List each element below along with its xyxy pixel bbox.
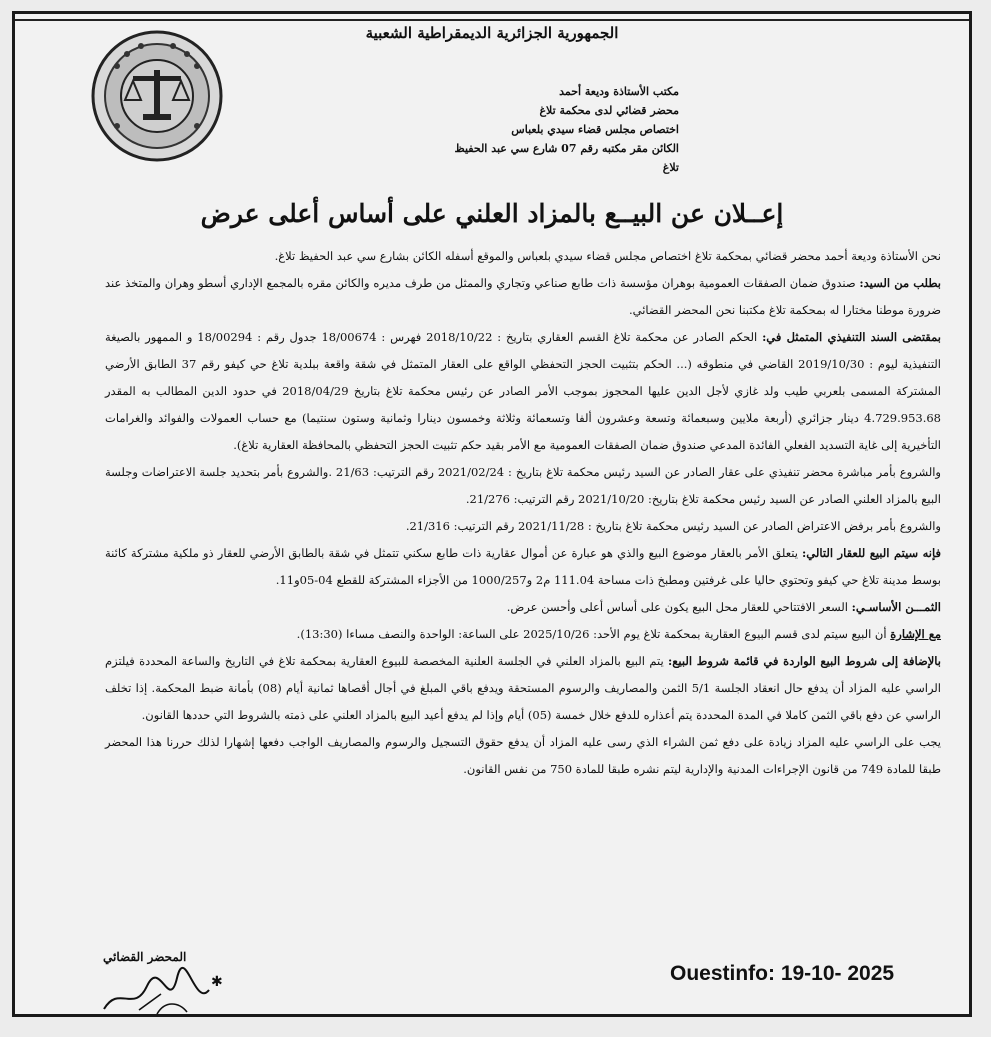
signature-label: المحضر القضائي [103,950,187,964]
paragraph-orders: والشروع بأمر مباشرة محضر تنفيذي على عقار الصادر عن السيد رئيس محكمة تلاغ بتاريخ : 2021/02/24 رقم الترتيب: 21/63 .والشروع بأمر بتحديد جلسة الاعتراضات وجلسة البيع بالمزاد العلني الصادر عن السيد رئيس محكمة تلاغ بتاريخ: 2021/10/20 رقم الترتيب: 21/276. [105,465,941,506]
republic-heading: الجمهورية الجزائرية الديمقراطية الشعبية [365,24,619,42]
paragraph-fees: يجب على الراسي عليه المزاد زيادة على دفع ثمن الشراء الذي رسى عليه المزاد أن يدفع حقوق التسجيل والرسوم والمصاريف الواجب دفعها إشهارا لذلك حررنا هذا المحضر طبقا للمادة 749 من قانون الإجراءات المدنية والإدارية ليتم نشره طبقا للمادة 750 من نفس القانون. [105,735,941,776]
paragraph-sale-date: مع الإشارة أن البيع سيتم لدى قسم البيوع العقارية بمحكمة تلاغ يوم الأحد: 2025/10/26 على الساعة: الواحدة والنصف مساءا (13:30). [296,627,941,641]
office-details [439,82,679,177]
paragraph-conditions: بالإضافة إلى شروط البيع الواردة في قائمة شروط البيع: يتم البيع بالمزاد العلني في الجلسة العلنية المخصصة للبيوع العقارية بمحكمة تلاغ في التاريخ والساعة المحددة فيلتزم الراسي عليه المزاد أن يدفع حال انعقاد الجلسة 5/1 الثمن والمصاريف والرسوم المستحقة ويدفع باقي المبلغ في أجال أقصاها ثمانية أيام (08) بأمانة ضبط المحكمة. إذا تخلف الراسي عن دفع باقي الثمن كاملا في المدة المحددة يتم أعذاره للدفع خلال خمسة (05) أيام وإذا لم يدفع أعيد البيع بالمزاد العلني على ذمته بالشروط التي حددها القانون. [105,654,941,722]
notice-title: إعــلان عن البيــع بالمزاد العلني على أساس أعلى عرض [200,199,784,228]
paragraph-requester: بطلب من السيد: صندوق ضمان الصفقات العمومية بوهران مؤسسة ذات طابع صناعي وتجاري والممثل من طرف مديره والكائن مقره بالمجمع الإداري أسطو وهران والمتخذ عند ضرورة موطنا مختارا له بمحكمة تلاغ مكتبنا نحن المحضر القضائي. [105,276,941,317]
paragraph-title-deed: بمقتضى السند التنفيذي المتمثل في: الحكم الصادر عن محكمة تلاغ القسم العقاري بتاريخ : 2018/10/22 فهرس : 18/00674 جدول رقم : 18/00294 و الممهور بالصيغة التنفيذية ليوم : 2019/10/30 القاضي في منطوقه (... الحكم بتثبيت الحجز التحفظي الواقع على العقار المتمثل في شقة واقعة ببلدية تلاغ حي كيفو رقم 37 الطابق الأرضي المشتركة المسمى بلعربي طيب ولد غازي لأجل الدين عليها المحجوز بموجب الأمر الصادر عن رئيس محكمة تلاغ بتاريخ 2018/04/29 في حدود الدين المطالب به المقدر 4.729.953.68 دينار جزائري (أربعة ملايين وسبعمائة وتسعة وعشرون ألفا وتسعمائة وثلاثة وخمسون دينارا وثمانية وستون سنتيما) مع حساب العمولات والفوائد والغرامات التأخيرية إلى غاية التسديد الفعلي الفائدة المدعي صندوق ضمان الصفقات العمومية مع الأمر بقيد حكم تثبيت الحجز التحفظي بالمحافظة العقارية تلاغ). [105,330,942,452]
notice-frame [12,11,972,1017]
office-line: مكتب الأستاذة وديعة أحمد [559,85,679,98]
office-line: الكائن مقر مكتبه رقم 07 شارع سي عبد الحفيظ تلاغ [454,142,679,174]
top-rule [15,19,969,21]
signature-scribble [99,964,229,1016]
notice-body [105,243,941,783]
paragraph-base-price: الثمـــن الأساسـي: السعر الافتتاحي للعقار محل البيع يكون على أساس أعلى وأحسن عرض. [506,600,941,614]
paragraph-intro: نحن الأستاذة وديعة أحمد محضر قضائي بمحكمة تلاغ اختصاص مجلس قضاء سيدي بلعباس والموقع أسفله الكائن بشارع سي عبد الحفيظ تلاغ. [274,249,941,263]
office-line: محضر قضائي لدى محكمة تلاغ [539,104,679,117]
svg-text:✱: ✱ [211,974,223,990]
court-seal-icon [87,26,227,166]
paragraph-rejection: والشروع بأمر برفض الاعتراض الصادر عن السيد رئيس محكمة تلاغ بتاريخ : 2021/11/28 رقم الترتيب: 21/316. [405,519,941,533]
office-line: اختصاص مجلس قضاء سيدي بلعباس [511,123,679,136]
paragraph-property: فإنه سيتم البيع للعقار التالي: يتعلق الأمر بالعقار موضوع البيع والذي هو عبارة عن أموال عقارية ذات طابع سكني تتمثل في شقة بالطابق الأرضي للعقار ذو ملكية مشتركة كائنة بوسط مدينة تلاغ حي كيفو وتحتوي حاليا على غرفتين ومطبخ ذات مساحة 111.04 م2 و1000/257 من الأجزاء المشتركة للقطع 04-05و11. [105,546,942,587]
source-line: Ouestinfo: 19-10- 2025 [670,962,895,985]
